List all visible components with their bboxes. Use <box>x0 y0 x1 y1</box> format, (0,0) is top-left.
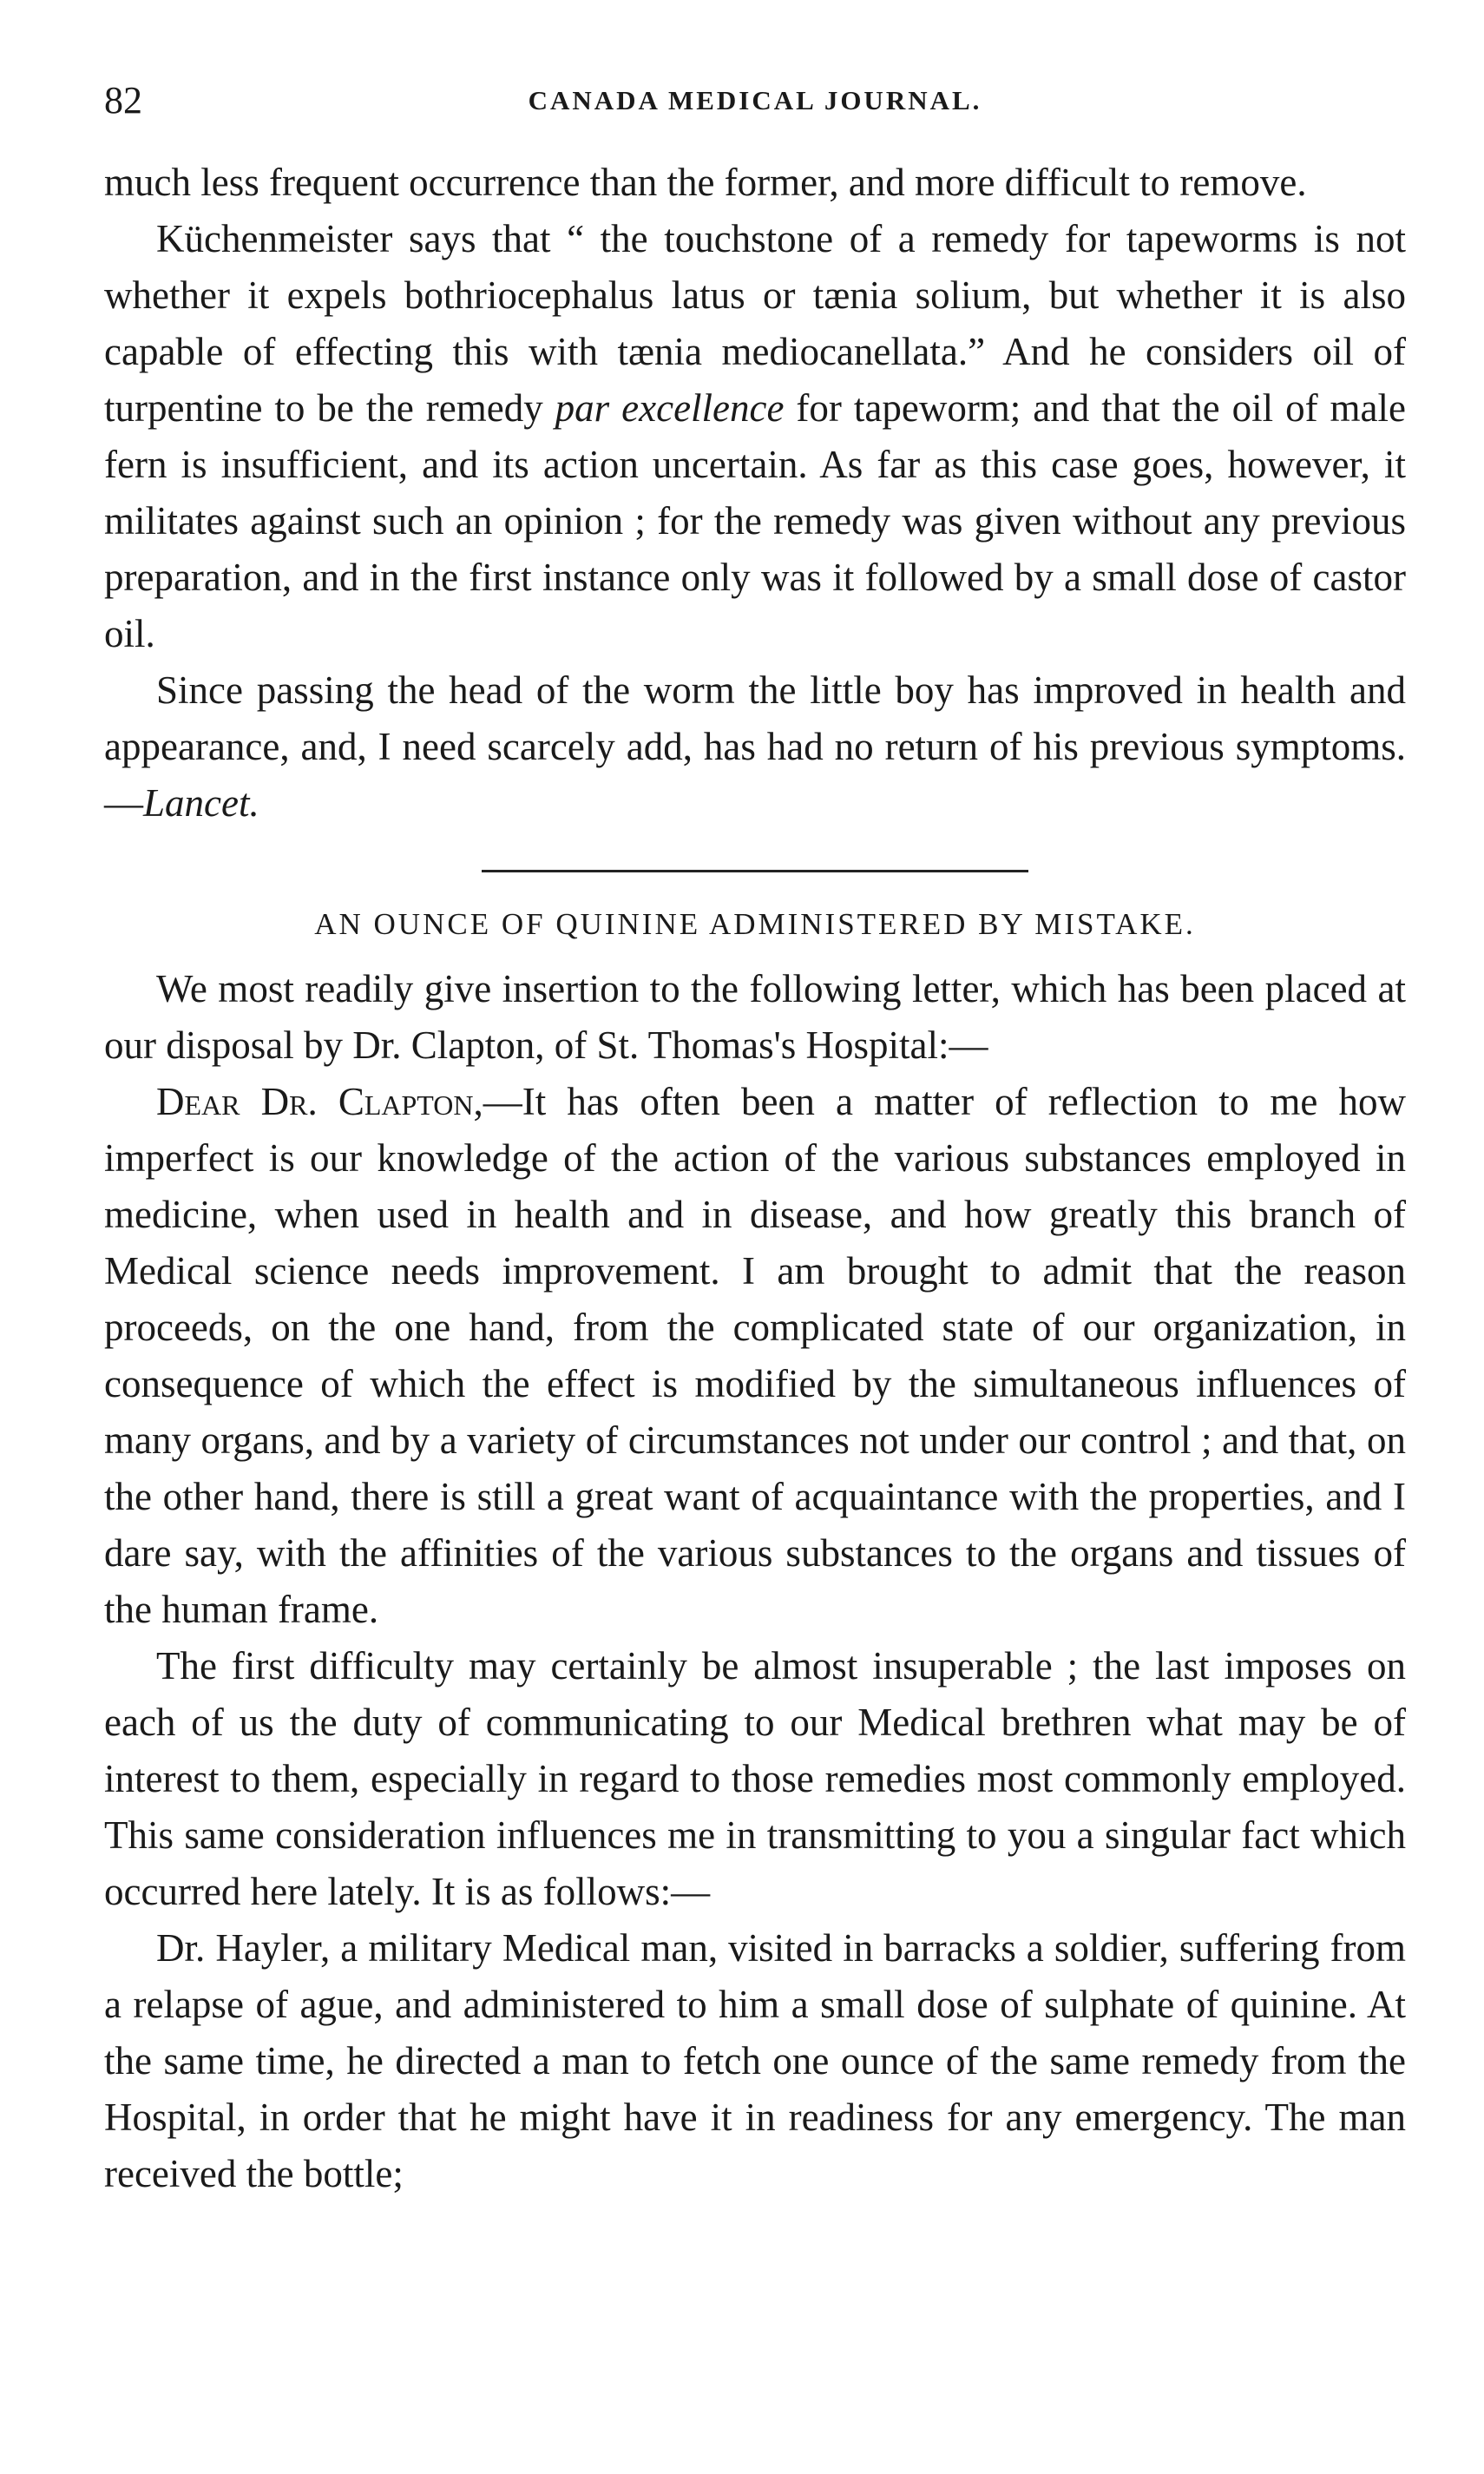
paragraph: The first difficulty may certainly be almost insuperable ; the last imposes on each of us the duty of communicating to our Medical brethren what may be of interest to them, especially in regard to those remedies most commonly employed. This same consideration influences me in transmitting to you a singular fact which occurred here lately. It is as follows:— <box>104 1644 1406 1913</box>
paragraph: Dr. Hayler, a military Medical man, visited in barracks a soldier, suffering from a relapse of ague, and administered to him a small dose of sulphate of quinine. At the same time, he directed a man to fetch one ounce of the same remedy from the Hospital, in order that he might have it in readiness for any emergency. The man received the bottle; <box>104 1926 1406 2195</box>
journal-title: CANADA MEDICAL JOURNAL. <box>528 85 982 115</box>
article-quinine <box>104 907 1406 2202</box>
section-divider <box>482 870 1028 872</box>
italic-phrase: par excellence <box>555 386 785 430</box>
running-head <box>104 78 1406 130</box>
article-tapeworm-continued <box>104 155 1406 832</box>
paragraph: much less frequent occurrence than the former, and more difficult to remove. <box>104 161 1307 204</box>
paragraph <box>104 211 1406 662</box>
paragraph <box>104 1074 1406 1638</box>
paragraph-text: Since passing the head of the worm the little boy has improved in health and appearance, and, I need scarcely add, has had no return of his previous symptoms.— <box>104 668 1406 825</box>
paragraph-text: Küchenmeister says that “ the touchstone of a remedy for tapeworms is not whether it expels bothriocephalus latus or tænia solium, but whether it is also capable of effecting this with tænia mediocanellata.” And he considers oil of turpentine to be the remedy <box>104 217 1406 430</box>
page-number: 82 <box>104 79 142 122</box>
letter-salutation: Dear Dr. Clapton, <box>156 1080 483 1123</box>
paragraph: We most readily give insertion to the following letter, which has been placed at our disposal by Dr. Clapton, of St. Thomas's Hospital:— <box>104 967 1406 1067</box>
paragraph-text: —It has often been a matter of reflection to me how imperfect is our knowledge of the action of the various substances employed in medicine, when used in health and in disease, and how greatly this branch of Medical science needs improvement. I am brought to admit that the reason proceeds, on the one hand, from the complicated state of our organization, in consequence of which the effect is modified by the simultaneous influences of many organs, and by a variety of circumstances not under our control ; and that, on the other hand, there is still a great want of acquaintance with the properties, and I dare say, with the affinities of the various substances to the organs and tissues of the human frame. <box>104 1080 1406 1631</box>
section-title: AN OUNCE OF QUININE ADMINISTERED BY MISTAKE. <box>314 907 1196 941</box>
paragraph-text: for tapeworm; and that the oil of male fern is insufficient, and its action uncertain. As far as this case goes, however, it militates against such an opinion ; for the remedy was given without any previous preparation, and in the first instance only was it followed by a small dose of castor oil. <box>104 386 1406 655</box>
source-citation: Lancet. <box>143 781 259 825</box>
document-page <box>104 78 1406 2202</box>
paragraph <box>104 662 1406 832</box>
